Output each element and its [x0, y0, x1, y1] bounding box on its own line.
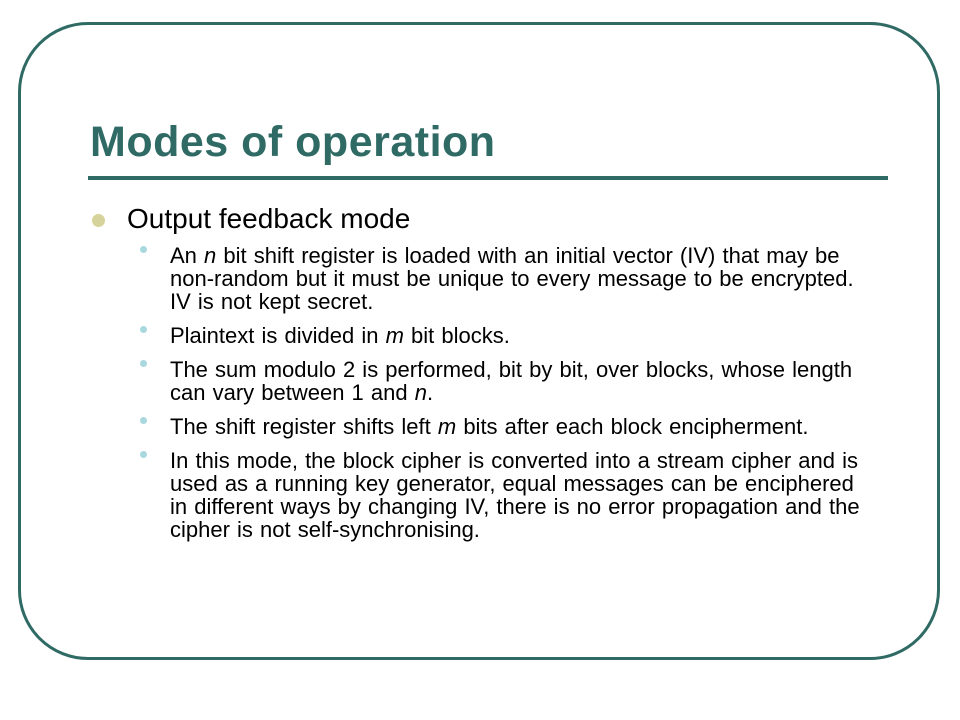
list-item — [138, 244, 878, 313]
text-run: In this mode, the block cipher is converted into a stream cipher and is used as a running key generator, equal messages can be enciphered in different ways by changing IV, there is no error propagation and the cipher is not self-synchronising. — [170, 448, 860, 542]
text-run: The shift register shifts left — [170, 414, 438, 439]
text-run: The sum modulo 2 is performed, bit by bit, over blocks, whose length can vary between 1 and — [170, 357, 853, 405]
bullet-dot-icon — [140, 360, 147, 367]
variable-n: n — [204, 243, 217, 268]
text-run: . — [426, 380, 434, 405]
bullet-dot-icon — [140, 417, 147, 424]
text-run: bit blocks. — [403, 323, 510, 348]
text-run: An — [170, 243, 205, 268]
bullet-dot-icon — [140, 451, 147, 458]
variable-m: m — [437, 414, 457, 439]
list-item — [138, 358, 878, 404]
bullet-list — [138, 244, 878, 552]
variable-m: m — [385, 323, 404, 348]
bullet-text — [170, 323, 510, 348]
text-run: Plaintext is divided in — [170, 323, 386, 348]
heading-bullet — [92, 203, 410, 235]
list-item — [138, 415, 878, 438]
list-item — [138, 449, 878, 541]
list-item — [138, 324, 878, 347]
variable-n: n — [414, 380, 427, 405]
bullet-dot-icon — [92, 214, 105, 227]
bullet-text — [170, 243, 854, 314]
text-run: bit shift register is loaded with an initial vector (IV) that may be non-random but it must be unique to every message to be encrypted. IV is not kept secret. — [170, 243, 854, 314]
bullet-dot-icon — [140, 326, 147, 333]
title-underline — [88, 176, 888, 180]
bullet-text — [170, 414, 809, 439]
bullet-text — [170, 448, 860, 542]
section-heading: Output feedback mode — [127, 203, 411, 234]
bullet-dot-icon — [140, 246, 147, 253]
bullet-text — [170, 357, 852, 405]
text-run: bits after each block encipherment. — [456, 414, 809, 439]
slide-title: Modes of operation — [90, 118, 496, 166]
